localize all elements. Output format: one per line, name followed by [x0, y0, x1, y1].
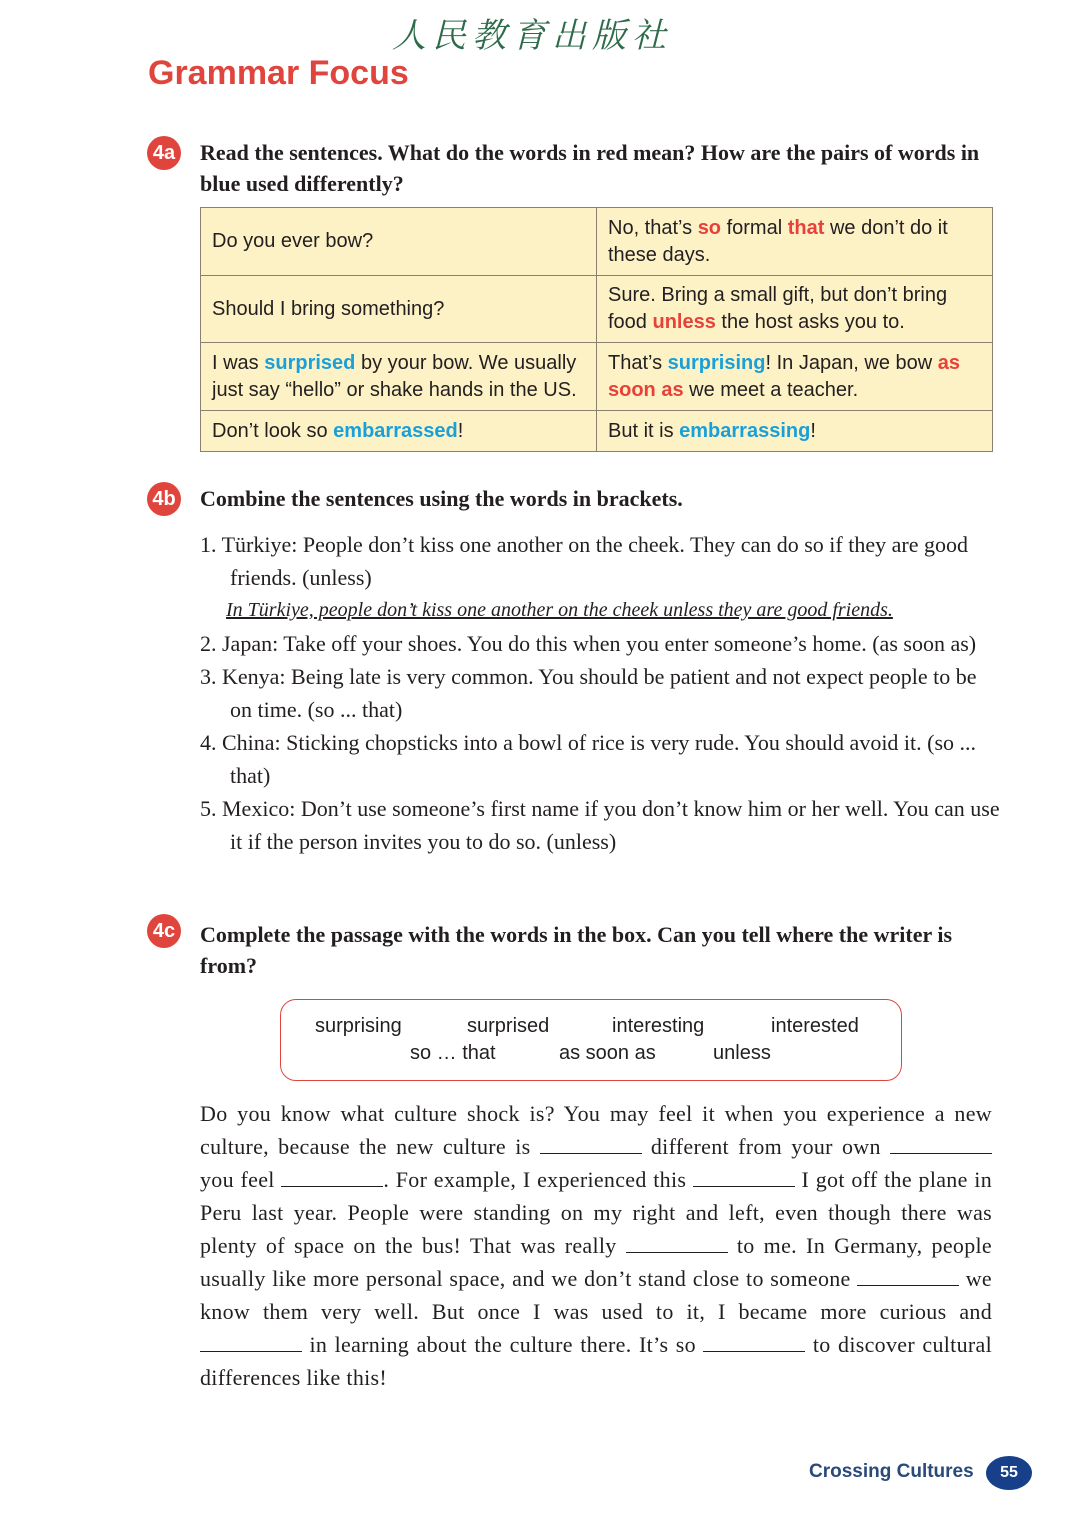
highlight-red: that — [787, 216, 825, 239]
publisher-logo: 人民教育出版社 — [392, 16, 672, 56]
table-cell — [201, 343, 597, 411]
passage-text: you feel — [200, 1167, 282, 1192]
exercise-badge-4c: 4c — [147, 914, 181, 948]
cell-text: by your bow. We usually just say “hello” or shake hands in the US. — [212, 351, 577, 401]
table-row — [201, 411, 993, 452]
exercise-badge-4a: 4a — [147, 136, 181, 170]
table-row — [201, 343, 993, 411]
cell-text: formal — [721, 216, 788, 239]
exercise-badge-4b: 4b — [147, 482, 181, 516]
highlight-red: so — [697, 216, 722, 239]
instruction-4b: Combine the sentences using the words in brackets. — [200, 486, 683, 511]
answer-blank — [626, 1232, 728, 1253]
passage-text: . For example, I experienced this — [383, 1167, 693, 1192]
passage-text: I got off the plane in Peru last year. People were standing on my right and left, even though there was plenty of space on the bus! That was really — [200, 1167, 993, 1258]
cell-text: Should I bring something? — [212, 297, 445, 320]
cell-text: I was — [212, 351, 265, 374]
answer-blank — [200, 1331, 302, 1352]
cell-text: That’s — [608, 351, 668, 374]
list-item: 4. China: Sticking chopsticks into a bowl of rice is very rude. You should avoid it. (so ... that) — [200, 730, 977, 788]
page-title: Grammar Focus — [148, 54, 409, 92]
passage-text: to me. In Germany, people usually like more personal space, and we don’t stand close to someone — [200, 1233, 992, 1291]
table-cell — [201, 276, 597, 343]
cell-text: the host asks you to. — [715, 311, 905, 333]
cell-text: we meet a teacher. — [683, 378, 859, 401]
answer-blank — [693, 1166, 795, 1187]
word-box-item: surprising — [315, 1015, 402, 1037]
instruction-4a: Read the sentences. What do the words in red mean? How are the pairs of words in blue used differently? — [200, 140, 980, 196]
instruction-4c: Complete the passage with the words in the box. Can you tell where the writer is from? — [200, 922, 953, 978]
word-box-item: surprised — [467, 1015, 550, 1037]
word-box-item: unless — [713, 1042, 771, 1064]
answer-blank — [890, 1133, 992, 1154]
example-sentences-table — [200, 207, 993, 452]
list-item: 1. Türkiye: People don’t kiss one another on the cheek. They can do so if they are good friends. (unless) — [200, 532, 968, 590]
table-cell — [597, 411, 993, 452]
passage-text: in learning about the culture there. It’s so — [302, 1332, 704, 1357]
passage-text: to discover cultural differences like this! — [200, 1332, 992, 1390]
cell-text: ! — [457, 419, 464, 442]
cell-text: No, that’s — [608, 216, 698, 239]
cell-text: ! In Japan, we bow — [765, 351, 938, 374]
table-cell — [597, 276, 993, 343]
answer-blank — [857, 1265, 959, 1286]
table-cell — [597, 343, 993, 411]
table-cell — [201, 208, 597, 276]
list-item: 2. Japan: Take off your shoes. You do this when you enter someone’s home. (as soon as) — [200, 631, 977, 656]
answer-blank — [703, 1331, 805, 1352]
passage-text: Do you know what culture shock is? You may feel it when you experience a new culture, because the new culture is — [200, 1101, 992, 1159]
cell-text: But it is — [608, 419, 680, 442]
table-cell — [597, 208, 993, 276]
passage-text: we know them very well. But once I was used to it, I became more curious and — [200, 1266, 992, 1324]
cell-text: Sure. Bring a small gift, but don’t bring food — [608, 284, 948, 333]
word-box-item: interesting — [612, 1015, 705, 1037]
word-box — [280, 999, 902, 1081]
word-box-item: so … that — [410, 1042, 496, 1064]
cell-text: Do you ever bow? — [212, 230, 374, 252]
page-number: 55 — [986, 1456, 1032, 1490]
word-box-item: interested — [771, 1015, 859, 1037]
answer-blank — [281, 1166, 383, 1187]
highlight-blue: embarrassed — [333, 419, 458, 442]
highlight-red: as soon as — [608, 351, 961, 401]
highlight-blue: embarrassing — [679, 419, 811, 442]
table-cell — [201, 411, 597, 452]
passage-text: different from your own — [641, 1134, 890, 1159]
cell-text: ! — [810, 419, 816, 442]
list-item: 3. Kenya: Being late is very common. You should be patient and not expect people to be on time. (so ... that) — [200, 664, 977, 722]
word-box-item: as soon as — [559, 1042, 656, 1064]
exercise-list-4b — [200, 528, 1000, 858]
list-item: 5. Mexico: Don’t use someone’s first name if you don’t know him or her well. You can use it if the person invites you to do so. (unless) — [200, 796, 1000, 854]
cloze-passage — [200, 1097, 992, 1394]
cell-text: Don’t look so — [212, 419, 334, 442]
answer-blank — [540, 1133, 642, 1154]
unit-title: Crossing Cultures — [809, 1461, 974, 1482]
example-answer: In Türkiye, people don’t kiss one another on the cheek unless they are good friends. — [226, 599, 893, 621]
highlight-blue: surprised — [264, 351, 356, 374]
highlight-red: unless — [652, 311, 716, 333]
table-row — [201, 276, 993, 343]
table-row — [201, 208, 993, 276]
highlight-blue: surprising — [667, 351, 766, 374]
cell-text: we don’t do it these days. — [608, 216, 948, 266]
